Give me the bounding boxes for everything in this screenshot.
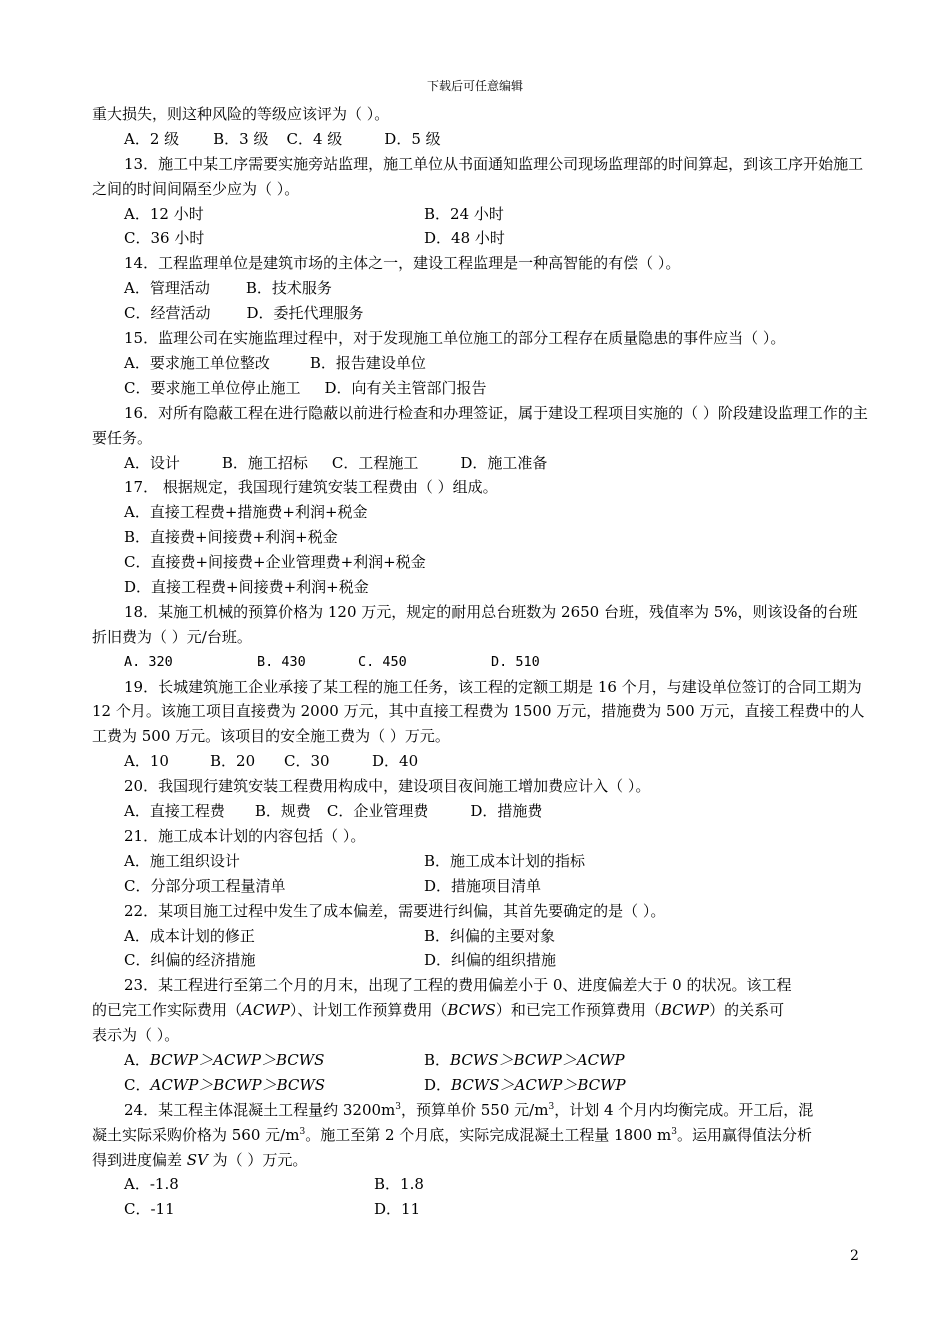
q24-option-c: C．-11: [124, 1200, 175, 1219]
q20-option-a: A．直接工程费: [124, 802, 225, 821]
question-16-options: [92, 451, 872, 476]
question-24-options-row1: [92, 1172, 872, 1197]
question-24-options-row2: [92, 1197, 872, 1222]
superscript: 3: [671, 1126, 677, 1137]
q23-text: ）的关系可: [709, 1001, 785, 1020]
q13-option-b: B．24 小时: [424, 204, 504, 223]
q15-option-c: C．要求施工单位停止施工: [124, 378, 301, 397]
q21-option-c: C．分部分项工程量清单: [124, 876, 286, 895]
q24-text: 为（ ）万元。: [207, 1150, 308, 1169]
q18-option-c: C. 450: [358, 653, 407, 670]
q20-option-c: C．企业管理费: [326, 802, 429, 821]
superscript: 3: [395, 1101, 401, 1112]
q23-option-a: [124, 1048, 424, 1073]
question-14: 14．工程监理单位是建筑市场的主体之一，建设工程监理是一种高智能的有偿（ ）。: [124, 254, 681, 273]
q12-option-a: A．2 级: [124, 129, 180, 148]
q16-option-c: C．工程施工: [331, 453, 419, 472]
question-20: 20．我国现行建筑安装工程费用构成中，建设项目夜间施工增加费应计入（ ）。: [124, 777, 651, 796]
question-19-options: [92, 749, 872, 774]
q14-option-a: A．管理活动: [124, 279, 210, 298]
question-13-options-row2: [92, 226, 872, 251]
bcws-term: BCWS: [447, 1001, 496, 1020]
q17-option-a: A．直接工程费+措施费+利润+税金: [124, 503, 368, 522]
acwp-term: ACWP: [242, 1001, 290, 1020]
question-21: 21．施工成本计划的内容包括（ ）。: [124, 826, 366, 845]
q16-option-d: D．施工准备: [460, 453, 548, 472]
question-15: 15．监理公司在实施监理过程中，对于发现施工单位施工的部分工程存在质量隐患的事件应当（ ）。: [124, 329, 786, 348]
q19-option-a: A．10: [124, 752, 169, 771]
q16-option-b: B．施工招标: [221, 453, 308, 472]
question-13: 13．施工中某工序需要实施旁站监理，施工单位从书面通知监理公司现场监理部的时间算起，到该工序开始施工之间的时间间隔至少应为（ ）。: [92, 154, 864, 198]
q24-text: ，预算单价 550 元/m: [401, 1100, 549, 1119]
q23-option-b: [424, 1051, 625, 1069]
q14-option-c: C．经营活动: [124, 304, 211, 323]
option-label: D．: [424, 1075, 452, 1094]
q23-text: ）和已完工作预算费用（: [495, 1001, 661, 1020]
q24-option-b: B．1.8: [374, 1175, 424, 1194]
q24-text: 凝土实际采购价格为 560 元/m: [92, 1125, 300, 1144]
document-body: [92, 102, 872, 1222]
q22-option-a: A．成本计划的修正: [124, 926, 255, 945]
question-19: 19．长城建筑施工企业承接了某工程的施工任务，该工程的定额工期是 16 个月，与建设单位签订的合同工期为 12 个月。该施工项目直接费为 2000 万元，其中直接工程费为 1500 万元，措施费为 500 万元，直接工程费中的人工费为 500 万元。该项目的安全施工费为（ ）万元。: [92, 677, 865, 746]
question-23-options-row1: [92, 1048, 872, 1073]
q21-option-a: A．施工组织设计: [124, 851, 240, 870]
q19-option-b: B．20: [210, 752, 256, 771]
q22-option-d: D．纠偏的组织措施: [424, 951, 557, 970]
q24-option-d: D．11: [374, 1200, 421, 1219]
q13-option-a: A．12 小时: [124, 204, 204, 223]
option-text: BCWS＞BCWP＞ACWP: [450, 1050, 625, 1069]
option-label: C．: [124, 1075, 151, 1094]
q14-option-b: B．技术服务: [245, 279, 332, 298]
question-24-line3: [92, 1148, 872, 1173]
q14-option-d: D．委托代理服务: [246, 304, 364, 323]
q15-option-b: B．报告建设单位: [309, 353, 426, 372]
superscript: 3: [299, 1126, 306, 1137]
q22-option-c: C．纠偏的经济措施: [124, 951, 256, 970]
q24-text: 。运用赢得值法分析: [676, 1125, 812, 1144]
q15-option-d: D．向有关主管部门报告: [324, 378, 487, 397]
q13-option-c: C．36 小时: [124, 229, 205, 248]
q15-option-a: A．要求施工单位整改: [124, 353, 270, 372]
question-21-options-row2: [92, 874, 872, 899]
q12-option-d: D．5 级: [384, 129, 441, 148]
q21-option-b: B．施工成本计划的指标: [424, 851, 586, 870]
q24-text: 得到进度偏差: [92, 1150, 187, 1169]
q16-option-a: A．设计: [124, 453, 180, 472]
q21-option-d: D．措施项目清单: [424, 876, 542, 895]
question-20-options: [92, 799, 872, 824]
q22-option-b: B．纠偏的主要对象: [424, 926, 556, 945]
question-14-options-row1: [92, 276, 872, 301]
q18-option-b: B. 430: [257, 653, 306, 670]
q23-option-c: [124, 1073, 424, 1098]
q17-option-d: D．直接工程费+间接费+利润+税金: [124, 577, 369, 596]
q24-text: 。施工至第 2 个月底，实际完成混凝土工程量 1800 m: [305, 1125, 672, 1144]
q19-option-d: D．40: [372, 752, 419, 771]
question-12-options: [92, 127, 872, 152]
question-18: 18．某施工机械的预算价格为 120 万元，规定的耐用总台班数为 2650 台班，残值率为 5%，则该设备的台班折旧费为（ ）元/台班。: [92, 602, 858, 646]
option-label: B．: [424, 1050, 451, 1069]
q24-text: 24．某工程主体混凝土工程量约 3200m: [124, 1100, 396, 1119]
q17-option-c: C．直接费+间接费+企业管理费+利润+税金: [124, 553, 426, 572]
page-number: 2: [850, 1248, 859, 1264]
option-label: A．: [124, 1050, 150, 1069]
question-22-options-row1: [92, 924, 872, 949]
q23-text: 的已完工作实际费用（: [92, 1001, 243, 1020]
question-23-line2: [92, 998, 872, 1023]
bcwp-term: BCWP: [660, 1001, 710, 1020]
question-24-line2: [92, 1123, 872, 1148]
question-22: 22．某项目施工过程中发生了成本偏差，需要进行纠偏，其首先要确定的是（ ）。: [124, 901, 666, 920]
question-21-options-row1: [92, 849, 872, 874]
question-15-options-row2: [92, 376, 872, 401]
question-15-options-row1: [92, 351, 872, 376]
sv-term: SV: [186, 1150, 208, 1169]
q24-option-a: A．-1.8: [124, 1175, 179, 1194]
question-24-line1: [92, 1098, 872, 1123]
q17-option-b: B．直接费+间接费+利润+税金: [124, 528, 338, 547]
q23-option-d: [424, 1076, 626, 1094]
question-16: 16．对所有隐蔽工程在进行隐蔽以前进行检查和办理签证，属于建设工程项目实施的（ ）阶段建设监理工作的主要任务。: [92, 403, 868, 447]
question-14-options-row2: [92, 301, 872, 326]
question-17: 17． 根据规定，我国现行建筑安装工程费由（ ）组成。: [124, 478, 498, 497]
q20-option-b: B．规费: [254, 802, 311, 821]
option-text: ACWP＞BCWP＞BCWS: [150, 1075, 326, 1094]
page-header: 下载后可任意编辑: [426, 79, 523, 93]
q23-text: ）、计划工作预算费用（: [289, 1001, 448, 1020]
q24-text: ，计划 4 个月内均衡完成。开工后，混: [554, 1100, 814, 1119]
question-13-options-row1: [92, 202, 872, 227]
q19-option-c: C．30: [284, 752, 330, 771]
q12-option-c: C．4 级: [286, 129, 343, 148]
q13-option-d: D．48 小时: [424, 229, 505, 248]
question-22-options-row2: [92, 948, 872, 973]
q18-option-d: D. 510: [491, 653, 540, 670]
question-12-continuation: 重大损失，则这种风险的等级应该评为（ ）。: [92, 105, 390, 123]
q12-option-b: B．3 级: [213, 129, 269, 148]
q20-option-d: D．措施费: [470, 802, 543, 821]
question-23-line1: 23．某工程进行至第二个月的月末，出现了工程的费用偏差小于 0、进度偏差大于 0 的状况。该工程: [124, 976, 792, 995]
question-23-options-row2: [92, 1073, 872, 1098]
question-23-line3: 表示为（ ）。: [92, 1026, 180, 1045]
question-18-options: [92, 650, 872, 675]
q18-option-a: A. 320: [124, 653, 173, 670]
option-text: BCWS＞ACWP＞BCWP: [451, 1075, 626, 1094]
option-text: BCWP＞ACWP＞BCWS: [149, 1050, 325, 1069]
superscript: 3: [548, 1101, 555, 1112]
